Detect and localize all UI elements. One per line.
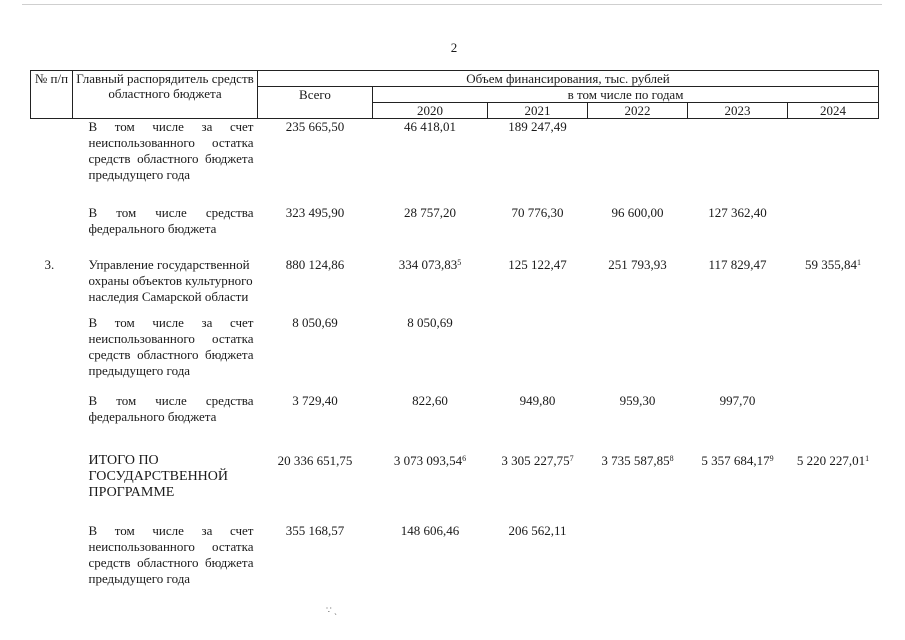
cell-total: 880 124,86 (285, 257, 345, 272)
financing-table (30, 70, 879, 587)
cell-year (488, 305, 588, 383)
table-row (31, 383, 879, 443)
cell-year (373, 513, 488, 587)
row-label: В том числе за счет неиспользованного остатка средств областного бюджета предыдущего года (88, 119, 254, 182)
row-label: В том числе средства федерального бюджета (88, 393, 254, 424)
footnote-ref: 1 (865, 454, 870, 463)
table-row (31, 513, 879, 587)
cell-year (788, 513, 879, 587)
cell-value: 46 418,01 (404, 119, 456, 134)
row-label: ИТОГО ПО ГОСУДАРСТВЕННОЙ ПРОГРАММЕ (88, 453, 229, 500)
footnote-ref: 6 (462, 454, 467, 463)
cell-year (788, 247, 879, 305)
table-row (31, 443, 879, 513)
cell-year (488, 247, 588, 305)
header-year: 2020 (373, 103, 488, 119)
cell-year (373, 247, 488, 305)
cell-year (588, 195, 688, 247)
cell-total: 20 336 651,75 (277, 453, 353, 468)
row-number (31, 195, 73, 247)
header-by-years: в том числе по годам (373, 87, 879, 103)
cell-total: 3 729,40 (292, 393, 338, 408)
cell-year (488, 513, 588, 587)
row-label: В том числе средства федерального бюджета (88, 205, 254, 236)
header-total: Всего (258, 87, 373, 119)
cell-year (788, 443, 879, 513)
cell-year (373, 305, 488, 383)
row-number (31, 119, 73, 196)
header-budget-holder: Главный распорядитель средств областного бюджета (73, 71, 258, 119)
cell-year (688, 247, 788, 305)
cell-year (688, 119, 788, 196)
cell-value: 822,60 (412, 393, 448, 408)
cell-year (688, 513, 788, 587)
cell-value: 5 357 684,17 (701, 453, 770, 468)
cell-year (788, 119, 879, 196)
cell-total: 355 168,57 (285, 523, 345, 538)
cell-value: 3 305 227,75 (501, 453, 570, 468)
cell-year (688, 383, 788, 443)
cell-value: 959,30 (619, 393, 656, 408)
footnote-ref: 8 (669, 454, 674, 463)
footnote-ref: 9 (769, 454, 774, 463)
cell-value: 70 776,30 (511, 205, 564, 220)
cell-year (373, 119, 488, 196)
cell-value: 28 757,20 (404, 205, 456, 220)
table-row (31, 119, 879, 196)
row-label: В том числе за счет неиспользованного остатка средств областного бюджета предыдущего года (88, 523, 254, 586)
table-row (31, 247, 879, 305)
table-row (31, 305, 879, 383)
row-number (31, 443, 73, 513)
cell-value: 189 247,49 (508, 119, 567, 134)
row-number (31, 383, 73, 443)
cell-year (688, 195, 788, 247)
cell-value: 127 362,40 (708, 205, 767, 220)
cell-value: 125 122,47 (508, 257, 567, 272)
header-volume: Объем финансирования, тыс. рублей (258, 71, 879, 87)
cell-value: 334 073,83 (398, 257, 458, 272)
table-row (31, 195, 879, 247)
cell-year (373, 383, 488, 443)
footnote-ref: 5 (457, 258, 462, 267)
cell-year (488, 195, 588, 247)
cell-value: 96 600,00 (611, 205, 664, 220)
table-body (31, 119, 879, 588)
cell-total: 323 495,90 (285, 205, 345, 220)
cell-year (788, 383, 879, 443)
header-year: 2023 (688, 103, 788, 119)
cell-year (788, 305, 879, 383)
cell-value: 117 829,47 (708, 257, 767, 272)
row-label: Управление государственной охраны объектов культурного наследия Самарской области (88, 257, 253, 304)
page-number: 2 (450, 40, 458, 55)
row-label: В том числе за счет неиспользованного остатка средств областного бюджета предыдущего года (88, 315, 254, 378)
row-number (31, 513, 73, 587)
cell-value: 997,70 (719, 393, 756, 408)
cell-value: 3 073 093,54 (393, 453, 463, 468)
header-year: 2021 (488, 103, 588, 119)
footnote-ref: 7 (569, 454, 574, 463)
header-year: 2024 (788, 103, 879, 119)
cell-year (488, 383, 588, 443)
cell-value: 251 793,93 (608, 257, 667, 272)
cell-year (588, 383, 688, 443)
page-top-edge (22, 4, 882, 5)
cell-year (688, 305, 788, 383)
cell-value: 949,80 (519, 393, 556, 408)
cell-year (373, 195, 488, 247)
cell-year (588, 513, 688, 587)
row-number: 3. (44, 257, 55, 272)
cell-value: 148 606,46 (400, 523, 460, 538)
cell-year (373, 443, 488, 513)
header-year: 2022 (588, 103, 688, 119)
cell-value: 59 355,84 (805, 257, 857, 272)
cell-value: 206 562,11 (508, 523, 567, 538)
cell-year (488, 443, 588, 513)
footnote-ref: 1 (857, 258, 861, 267)
cell-year (588, 443, 688, 513)
cell-year (488, 119, 588, 196)
row-number (31, 305, 73, 383)
cell-value: 8 050,69 (407, 315, 453, 330)
cell-year (688, 443, 788, 513)
cell-value: 5 220 227,01 (796, 453, 866, 468)
cell-total: 8 050,69 (292, 315, 338, 330)
cell-year (788, 195, 879, 247)
cell-year (588, 305, 688, 383)
stray-mark: ∵ ˎ (326, 605, 337, 615)
header-no: № п/п (31, 71, 73, 119)
cell-value: 3 735 587,85 (601, 453, 670, 468)
cell-year (588, 119, 688, 196)
cell-total: 235 665,50 (285, 119, 345, 134)
cell-year (588, 247, 688, 305)
